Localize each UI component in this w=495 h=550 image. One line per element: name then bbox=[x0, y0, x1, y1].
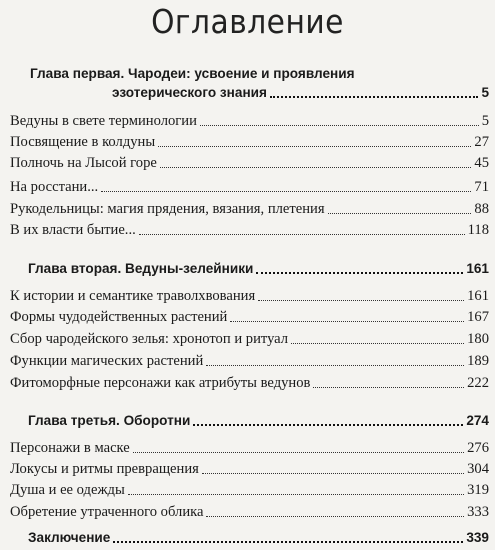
toc-entry[interactable] bbox=[10, 178, 489, 196]
chapter-3-title: Глава третья. Оборотни bbox=[28, 413, 191, 428]
entry-label: Посвящение в колдуны bbox=[10, 134, 156, 150]
leader-dots bbox=[139, 234, 465, 235]
leader-dots bbox=[101, 191, 471, 192]
entry-page: 222 bbox=[467, 375, 489, 391]
entry-label: Персонажи в маске bbox=[10, 440, 130, 456]
toc-entry[interactable] bbox=[10, 112, 489, 130]
toc-entry[interactable] bbox=[10, 287, 489, 305]
page-title: Оглавление bbox=[151, 2, 344, 41]
leader-dots bbox=[200, 125, 479, 126]
conclusion-title: Заключение bbox=[28, 530, 111, 545]
entry-page: 319 bbox=[467, 482, 489, 498]
toc-entry[interactable] bbox=[10, 460, 489, 478]
leader-dots bbox=[133, 452, 464, 453]
toc-entry[interactable] bbox=[10, 374, 489, 392]
chapter-1-heading[interactable] bbox=[112, 84, 489, 102]
entry-label: Сбор чародейского зелья: хронотоп и ритуал bbox=[10, 331, 289, 347]
leader-dots bbox=[291, 343, 464, 344]
leader-dots bbox=[328, 213, 472, 214]
chapter-2-heading[interactable] bbox=[28, 260, 489, 278]
toc-entry[interactable] bbox=[10, 503, 489, 521]
leader-dots bbox=[113, 541, 463, 543]
chapter-3-page: 274 bbox=[466, 413, 489, 428]
entry-label: Ведуны в свете терминологии bbox=[10, 113, 197, 129]
entry-label: Функции магических растений bbox=[10, 353, 204, 369]
toc-entry[interactable] bbox=[10, 133, 489, 151]
leader-dots bbox=[270, 96, 478, 98]
entry-label: К истории и семантике траволхвования bbox=[10, 288, 256, 304]
leader-dots bbox=[258, 300, 464, 301]
entry-label: Локусы и ритмы превращения bbox=[10, 461, 199, 477]
toc-entry[interactable] bbox=[10, 481, 489, 499]
entry-label: Рукодельницы: магия прядения, вязания, плетения bbox=[10, 201, 325, 217]
entry-label: Душа и ее одежды bbox=[10, 482, 125, 498]
entry-page: 5 bbox=[481, 113, 489, 129]
toc-entry[interactable] bbox=[10, 352, 489, 370]
conclusion-heading[interactable] bbox=[28, 529, 489, 547]
chapter-3-heading[interactable] bbox=[28, 412, 489, 430]
leader-dots bbox=[313, 387, 464, 388]
entry-page: 304 bbox=[467, 461, 489, 477]
leader-dots bbox=[256, 272, 463, 274]
entry-page: 189 bbox=[467, 353, 489, 369]
chapter-1-title-line1[interactable]: Глава первая. Чародеи: усвоение и проявления bbox=[30, 66, 355, 81]
entry-page: 333 bbox=[467, 504, 489, 520]
toc-entry[interactable] bbox=[10, 330, 489, 348]
entry-label: На росстани... bbox=[10, 179, 99, 195]
entry-page: 88 bbox=[474, 201, 489, 217]
toc-entry[interactable] bbox=[10, 200, 489, 218]
leader-dots bbox=[160, 167, 472, 168]
leader-dots bbox=[193, 424, 463, 426]
entry-page: 71 bbox=[474, 179, 489, 195]
toc-entry[interactable] bbox=[10, 308, 489, 326]
entry-label: В их власти бытие... bbox=[10, 222, 136, 238]
leader-dots bbox=[230, 321, 464, 322]
entry-label: Обретение утраченного облика bbox=[10, 504, 204, 520]
entry-page: 180 bbox=[467, 331, 489, 347]
entry-label: Фитоморфные персонажи как атрибуты ведунов bbox=[10, 375, 311, 391]
conclusion-page: 339 bbox=[466, 530, 489, 545]
toc-entry[interactable] bbox=[10, 221, 489, 239]
entry-label: Формы чудодейственных растений bbox=[10, 309, 228, 325]
leader-dots bbox=[206, 365, 464, 366]
entry-page: 27 bbox=[474, 134, 489, 150]
chapter-2-title: Глава вторая. Ведуны-зелейники bbox=[28, 261, 254, 276]
leader-dots bbox=[158, 146, 471, 147]
toc-entry[interactable] bbox=[10, 439, 489, 457]
chapter-1-page: 5 bbox=[481, 85, 489, 100]
entry-page: 276 bbox=[467, 440, 489, 456]
entry-page: 161 bbox=[467, 288, 489, 304]
toc-entry[interactable] bbox=[10, 154, 489, 172]
leader-dots bbox=[206, 516, 464, 517]
leader-dots bbox=[128, 494, 464, 495]
chapter-2-page: 161 bbox=[466, 261, 489, 276]
chapter-1-title-line2: эзотерического знания bbox=[112, 85, 267, 100]
leader-dots bbox=[202, 473, 464, 474]
entry-page: 118 bbox=[467, 222, 489, 238]
entry-label: Полночь на Лысой горе bbox=[10, 155, 157, 171]
entry-page: 167 bbox=[467, 309, 489, 325]
entry-page: 45 bbox=[474, 155, 489, 171]
